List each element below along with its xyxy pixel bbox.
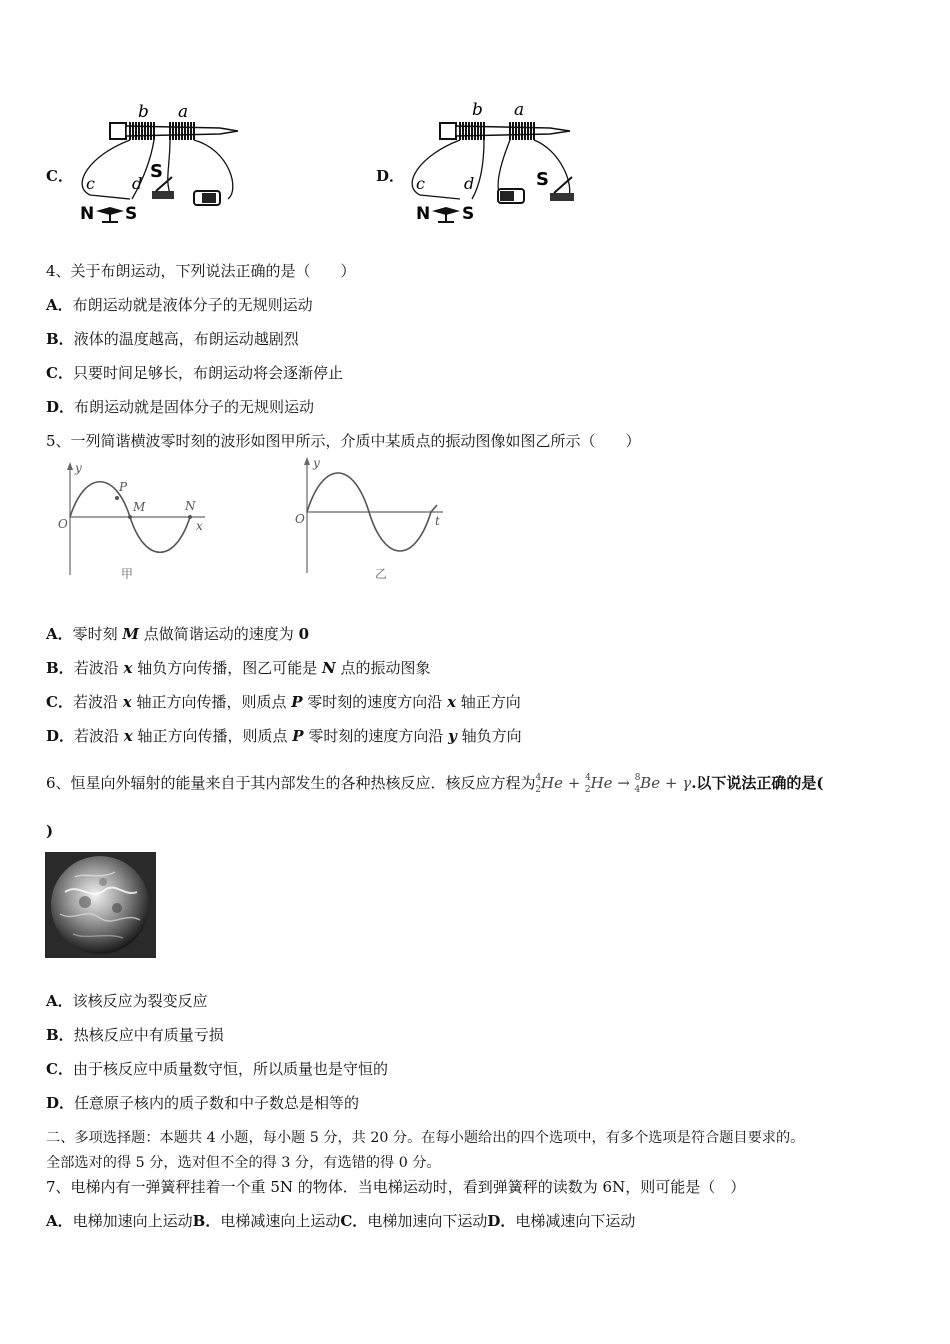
nail-head [110, 123, 126, 139]
compass-s: S [125, 204, 138, 224]
battery-cap [202, 193, 216, 203]
compass-n: N [416, 204, 431, 224]
q5-option-d: D．若波沿 x 轴正方向传播，则质点 P 零时刻的速度方向沿 y 轴负方向 [46, 727, 522, 745]
star-image [45, 852, 156, 958]
section2-heading-line1: 二、多项选择题：本题共 4 小题，每小题 5 分，共 20 分。在每小题给出的四个选项中，有多个选项是符合题目要求的。 [46, 1130, 805, 1146]
label-d: d [132, 174, 143, 193]
graph-jia [55, 460, 215, 585]
q7-stem: 7、电梯内有一弹簧秤挂着一个重 5N 的物体．当电梯运动时，看到弹簧秤的读数为 6N，则可能是（ ） [46, 1178, 746, 1196]
label-b: b [138, 102, 149, 122]
compass-s: S [462, 204, 475, 224]
q4-stem: 4、关于布朗运动，下列说法正确的是（ ） [46, 262, 356, 280]
coil-a [510, 122, 534, 140]
svg-text:N: N [185, 499, 196, 513]
q5-stem: 5、一列简谐横波零时刻的波形如图甲所示，介质中某质点的振动图像如图乙所示（ ） [46, 432, 641, 450]
label-c: c [416, 174, 425, 193]
svg-text:P: P [119, 480, 128, 494]
q5-option-a: A．零时刻 M 点做简谐运动的速度为 0 [46, 625, 310, 643]
q4-option-b: B．液体的温度越高，布朗运动越剧烈 [46, 330, 299, 348]
label-b: b [472, 100, 483, 120]
q6-stem-close: ) [46, 822, 54, 840]
svg-text:O: O [295, 512, 305, 526]
compass-n: N [80, 204, 95, 224]
svg-text:y: y [313, 456, 320, 470]
switch-s: S [536, 169, 549, 190]
q6-option-c: C．由于核反应中质量数守恒，所以质量也是守恒的 [46, 1060, 388, 1078]
label-a: a [514, 100, 525, 120]
point-m [128, 515, 132, 519]
wire-battery [498, 140, 510, 195]
svg-text:O: O [58, 517, 68, 531]
q7-options: A．电梯加速向上运动B．电梯减速向上运动C．电梯加速向下运动D．电梯减速向下运动 [46, 1212, 636, 1230]
svg-text:M: M [133, 500, 146, 514]
point-p [115, 496, 119, 500]
point-n [188, 515, 192, 519]
q4-option-a: A．布朗运动就是液体分子的无规则运动 [46, 296, 313, 314]
switch-s: S [150, 161, 163, 182]
coil-b [460, 122, 484, 140]
caption-yi: 乙 [375, 567, 388, 581]
battery-cap [500, 191, 514, 201]
q4-option-d: D．布朗运动就是固体分子的无规则运动 [46, 398, 315, 416]
nail-head [440, 123, 456, 139]
q5-option-c: C．若波沿 x 轴正方向传播，则质点 P 零时刻的速度方向沿 x 轴正方向 [46, 693, 521, 711]
svg-text:y: y [75, 461, 82, 475]
star-sphere [45, 852, 156, 958]
q4-option-c: C．只要时间足够长，布朗运动将会逐渐停止 [46, 364, 343, 382]
option-c-label: C． [46, 167, 73, 185]
graph-yi [295, 455, 455, 585]
label-d: d [464, 174, 475, 193]
wire-switch [168, 140, 170, 193]
coil-b [130, 122, 154, 140]
caption-jia: 甲 [121, 567, 134, 581]
q6-option-a: A．该核反应为裂变反应 [46, 992, 208, 1010]
q6-option-d: D．任意原子核内的质子数和中子数总是相等的 [46, 1094, 360, 1112]
svg-text:t: t [435, 514, 440, 528]
svg-text:x: x [196, 519, 203, 533]
label-c: c [86, 174, 95, 193]
switch-body [152, 191, 174, 199]
nuclear-equation: $^4_2$He + $^4_2$He → $^8_4$Be + γ [535, 773, 692, 795]
switch-body [550, 193, 574, 201]
label-a: a [178, 102, 189, 122]
coil-a [170, 122, 194, 140]
q6-option-b: B．热核反应中有质量亏损 [46, 1026, 224, 1044]
figure-d-solenoid [400, 95, 580, 225]
q6-stem: 6、恒星向外辐射的能量来自于其内部发生的各种热核反应．核反应方程为$^4_2$He + $^4_2$He → $^8_4$Be + γ.以下说法正确的是( [46, 773, 824, 795]
q5-option-b: B．若波沿 x 轴负方向传播，图乙可能是 N 点的振动图象 [46, 659, 431, 677]
option-d-label: D． [376, 167, 405, 185]
figure-c-solenoid [70, 95, 250, 225]
section2-heading-line2: 全部选对的得 5 分，选对但不全的得 3 分，有选错的得 0 分。 [46, 1155, 441, 1171]
